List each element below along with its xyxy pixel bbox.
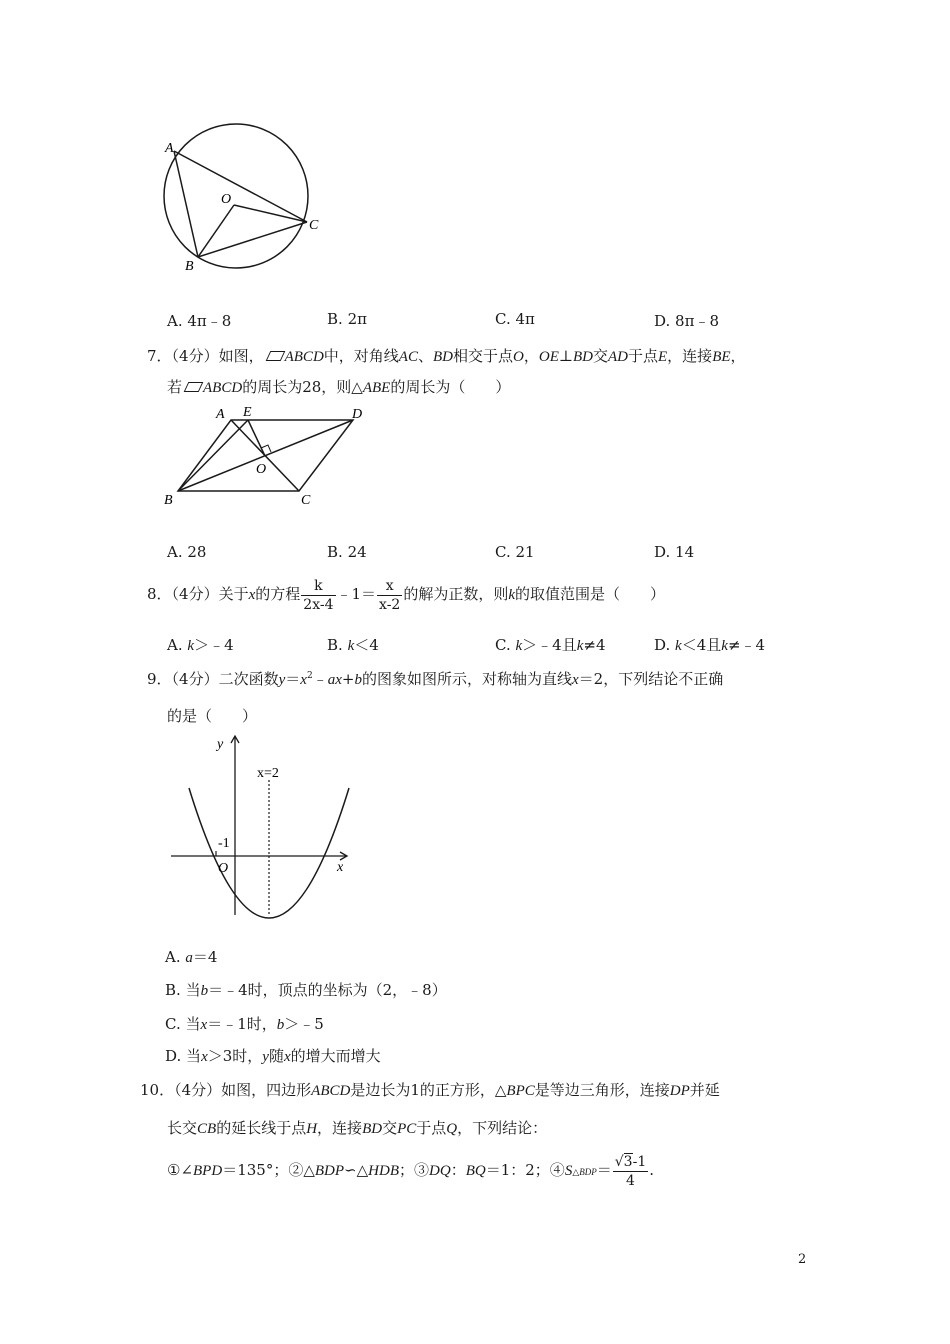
q7-line-be bbox=[178, 420, 248, 491]
q6-option-a[interactable]: A. 4π﹣8 bbox=[167, 312, 232, 330]
q7-label-o: O bbox=[256, 462, 267, 477]
q8-fraction-2: $\frac{x}{x-2}$ bbox=[379, 577, 401, 613]
q9-option-b[interactable]: B. 当b＝﹣4时，顶点的坐标为（2，﹣8） bbox=[165, 981, 447, 999]
q8-option-a[interactable]: A. k＞﹣4 bbox=[167, 636, 234, 654]
page-number: 2 bbox=[798, 1252, 807, 1267]
q7-label-a: A bbox=[216, 407, 225, 422]
q6-figure bbox=[150, 118, 350, 278]
q9-line2: 的是（ ） bbox=[167, 707, 258, 725]
q6-label-o: O bbox=[221, 192, 232, 207]
q7-figure bbox=[160, 402, 380, 514]
q10-fraction: $\frac{√3-1}{4}$ bbox=[614, 1153, 647, 1189]
q9-y-label: y bbox=[217, 737, 224, 752]
q8-option-d[interactable]: D. k＜4且k≠﹣4 bbox=[654, 636, 766, 654]
q7-option-a[interactable]: A. 28 bbox=[167, 543, 207, 561]
q6-line-oc bbox=[234, 205, 307, 222]
q6-label-c: C bbox=[309, 218, 319, 233]
q6-circle bbox=[164, 124, 308, 268]
q9-x-label: x bbox=[337, 860, 344, 875]
parallelogram-icon bbox=[265, 351, 285, 361]
q7-option-b[interactable]: B. 24 bbox=[327, 543, 367, 561]
q9-option-a[interactable]: A. a＝4 bbox=[165, 948, 218, 966]
q8-question: 8．（4分）关于x的方程 $\frac{k}{2x-4}$ ﹣1＝ $\frac{x}{x-2}$ 的解为正数，则k的取值范围是（ ） bbox=[147, 577, 666, 613]
q9-option-d[interactable]: D. 当x＞3时，y随x的增大而增大 bbox=[165, 1047, 381, 1065]
q10-conclusions: ①∠BPD＝135°；②△BDP∽△HDB；③DQ：BQ＝1：2；④S△BDP＝ $\frac{√3-1}{4}$ . bbox=[167, 1153, 655, 1189]
q6-line-ob bbox=[198, 205, 234, 257]
sqrt-icon: √ bbox=[614, 1153, 624, 1170]
q9-neg1-label: -1 bbox=[218, 836, 230, 851]
q6-line-ac bbox=[174, 151, 307, 222]
q9-figure bbox=[165, 730, 365, 925]
q6-line-ab bbox=[174, 151, 198, 257]
q6-option-c[interactable]: C. 4π bbox=[495, 310, 535, 328]
q6-option-b[interactable]: B. 2π bbox=[327, 310, 367, 328]
parallelogram-icon bbox=[184, 382, 204, 392]
q7-option-c[interactable]: C. 21 bbox=[495, 543, 535, 561]
q7-label-d: D bbox=[352, 407, 363, 422]
q7-label-c: C bbox=[301, 493, 311, 508]
q6-label-a: A bbox=[165, 141, 174, 156]
q8-option-b[interactable]: B. k＜4 bbox=[327, 636, 379, 654]
q9-question: 9．（4分）二次函数$y=x^2﹣ax+b$的图象如图所示，对称轴为直线x＝2，下列结论不正确 bbox=[147, 670, 724, 688]
q9-origin-label: O bbox=[218, 861, 229, 876]
q7-line2: 若 ABCD的周长为28，则△ABE的周长为（ ） bbox=[167, 378, 511, 396]
q8-fraction-1: $\frac{k}{2x-4}$ bbox=[303, 577, 334, 613]
q6-label-b: B bbox=[185, 259, 194, 274]
q10-line2: 长交CB的延长线于点H，连接BD交PC于点Q，下列结论： bbox=[167, 1119, 548, 1137]
q7-option-d[interactable]: D. 14 bbox=[654, 543, 695, 561]
q8-option-c[interactable]: C. k＞﹣4且k≠4 bbox=[495, 636, 606, 654]
q7-label-b: B bbox=[164, 493, 173, 508]
q9-axis-label: x=2 bbox=[257, 766, 279, 781]
q7-label-e: E bbox=[243, 405, 252, 420]
q10-question: 10．（4分）如图，四边形ABCD是边长为1的正方形，△BPC是等边三角形，连接DP并延 bbox=[140, 1081, 720, 1099]
q6-line-bc bbox=[198, 222, 307, 257]
q6-option-d[interactable]: D. 8π﹣8 bbox=[654, 312, 719, 330]
q7-line-oe bbox=[248, 420, 265, 456]
q9-option-c[interactable]: C. 当x＝﹣1时，b＞﹣5 bbox=[165, 1015, 324, 1033]
q7-number: 7．（4分）如图， ABCD中，对角线AC、BD相交于点O，OE⊥BD交AD于点E，连接BE， bbox=[147, 347, 746, 365]
